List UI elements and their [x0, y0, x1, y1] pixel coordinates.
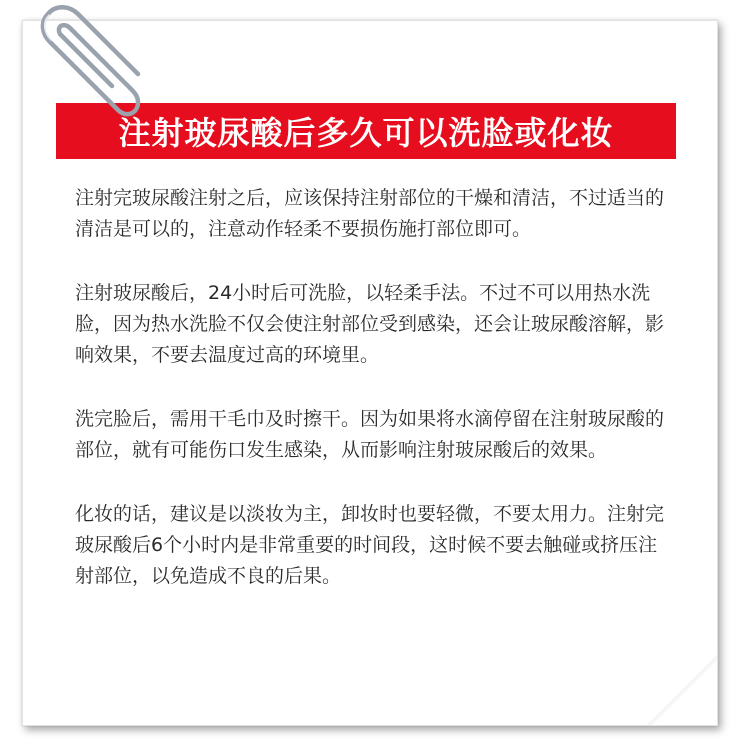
paragraph-2: 注射玻尿酸后，24小时后可洗脸，以轻柔手法。不过不可以用热水洗脸，因为热水洗脸不仅会使注射部位受到感染，还会让玻尿酸溶解，影响效果，不要去温度过高的环境里。 — [75, 282, 665, 366]
paperclip-icon — [34, 0, 144, 120]
title-banner — [56, 103, 676, 159]
paragraph-3: 洗完脸后，需用干毛巾及时擦干。因为如果将水滴停留在注射玻尿酸的部位，就有可能伤口发生感染，从而影响注射玻尿酸后的效果。 — [75, 408, 665, 461]
paragraph-4: 化妆的话，建议是以淡妆为主，卸妆时也要轻微，不要太用力。注射完玻尿酸后6个小时内是非常重要的时间段，这时候不要去触碰或挤压注射部位，以免造成不良的后果。 — [75, 503, 665, 587]
paragraph-1: 注射完玻尿酸注射之后，应该保持注射部位的干燥和清洁，不过适当的清洁是可以的，注意动作轻柔不要损伤施打部位即可。 — [75, 187, 665, 240]
page-curl — [647, 655, 717, 725]
page-title: 注射玻尿酸后多久可以洗脸或化妆 — [118, 114, 614, 152]
article-body — [75, 183, 671, 592]
